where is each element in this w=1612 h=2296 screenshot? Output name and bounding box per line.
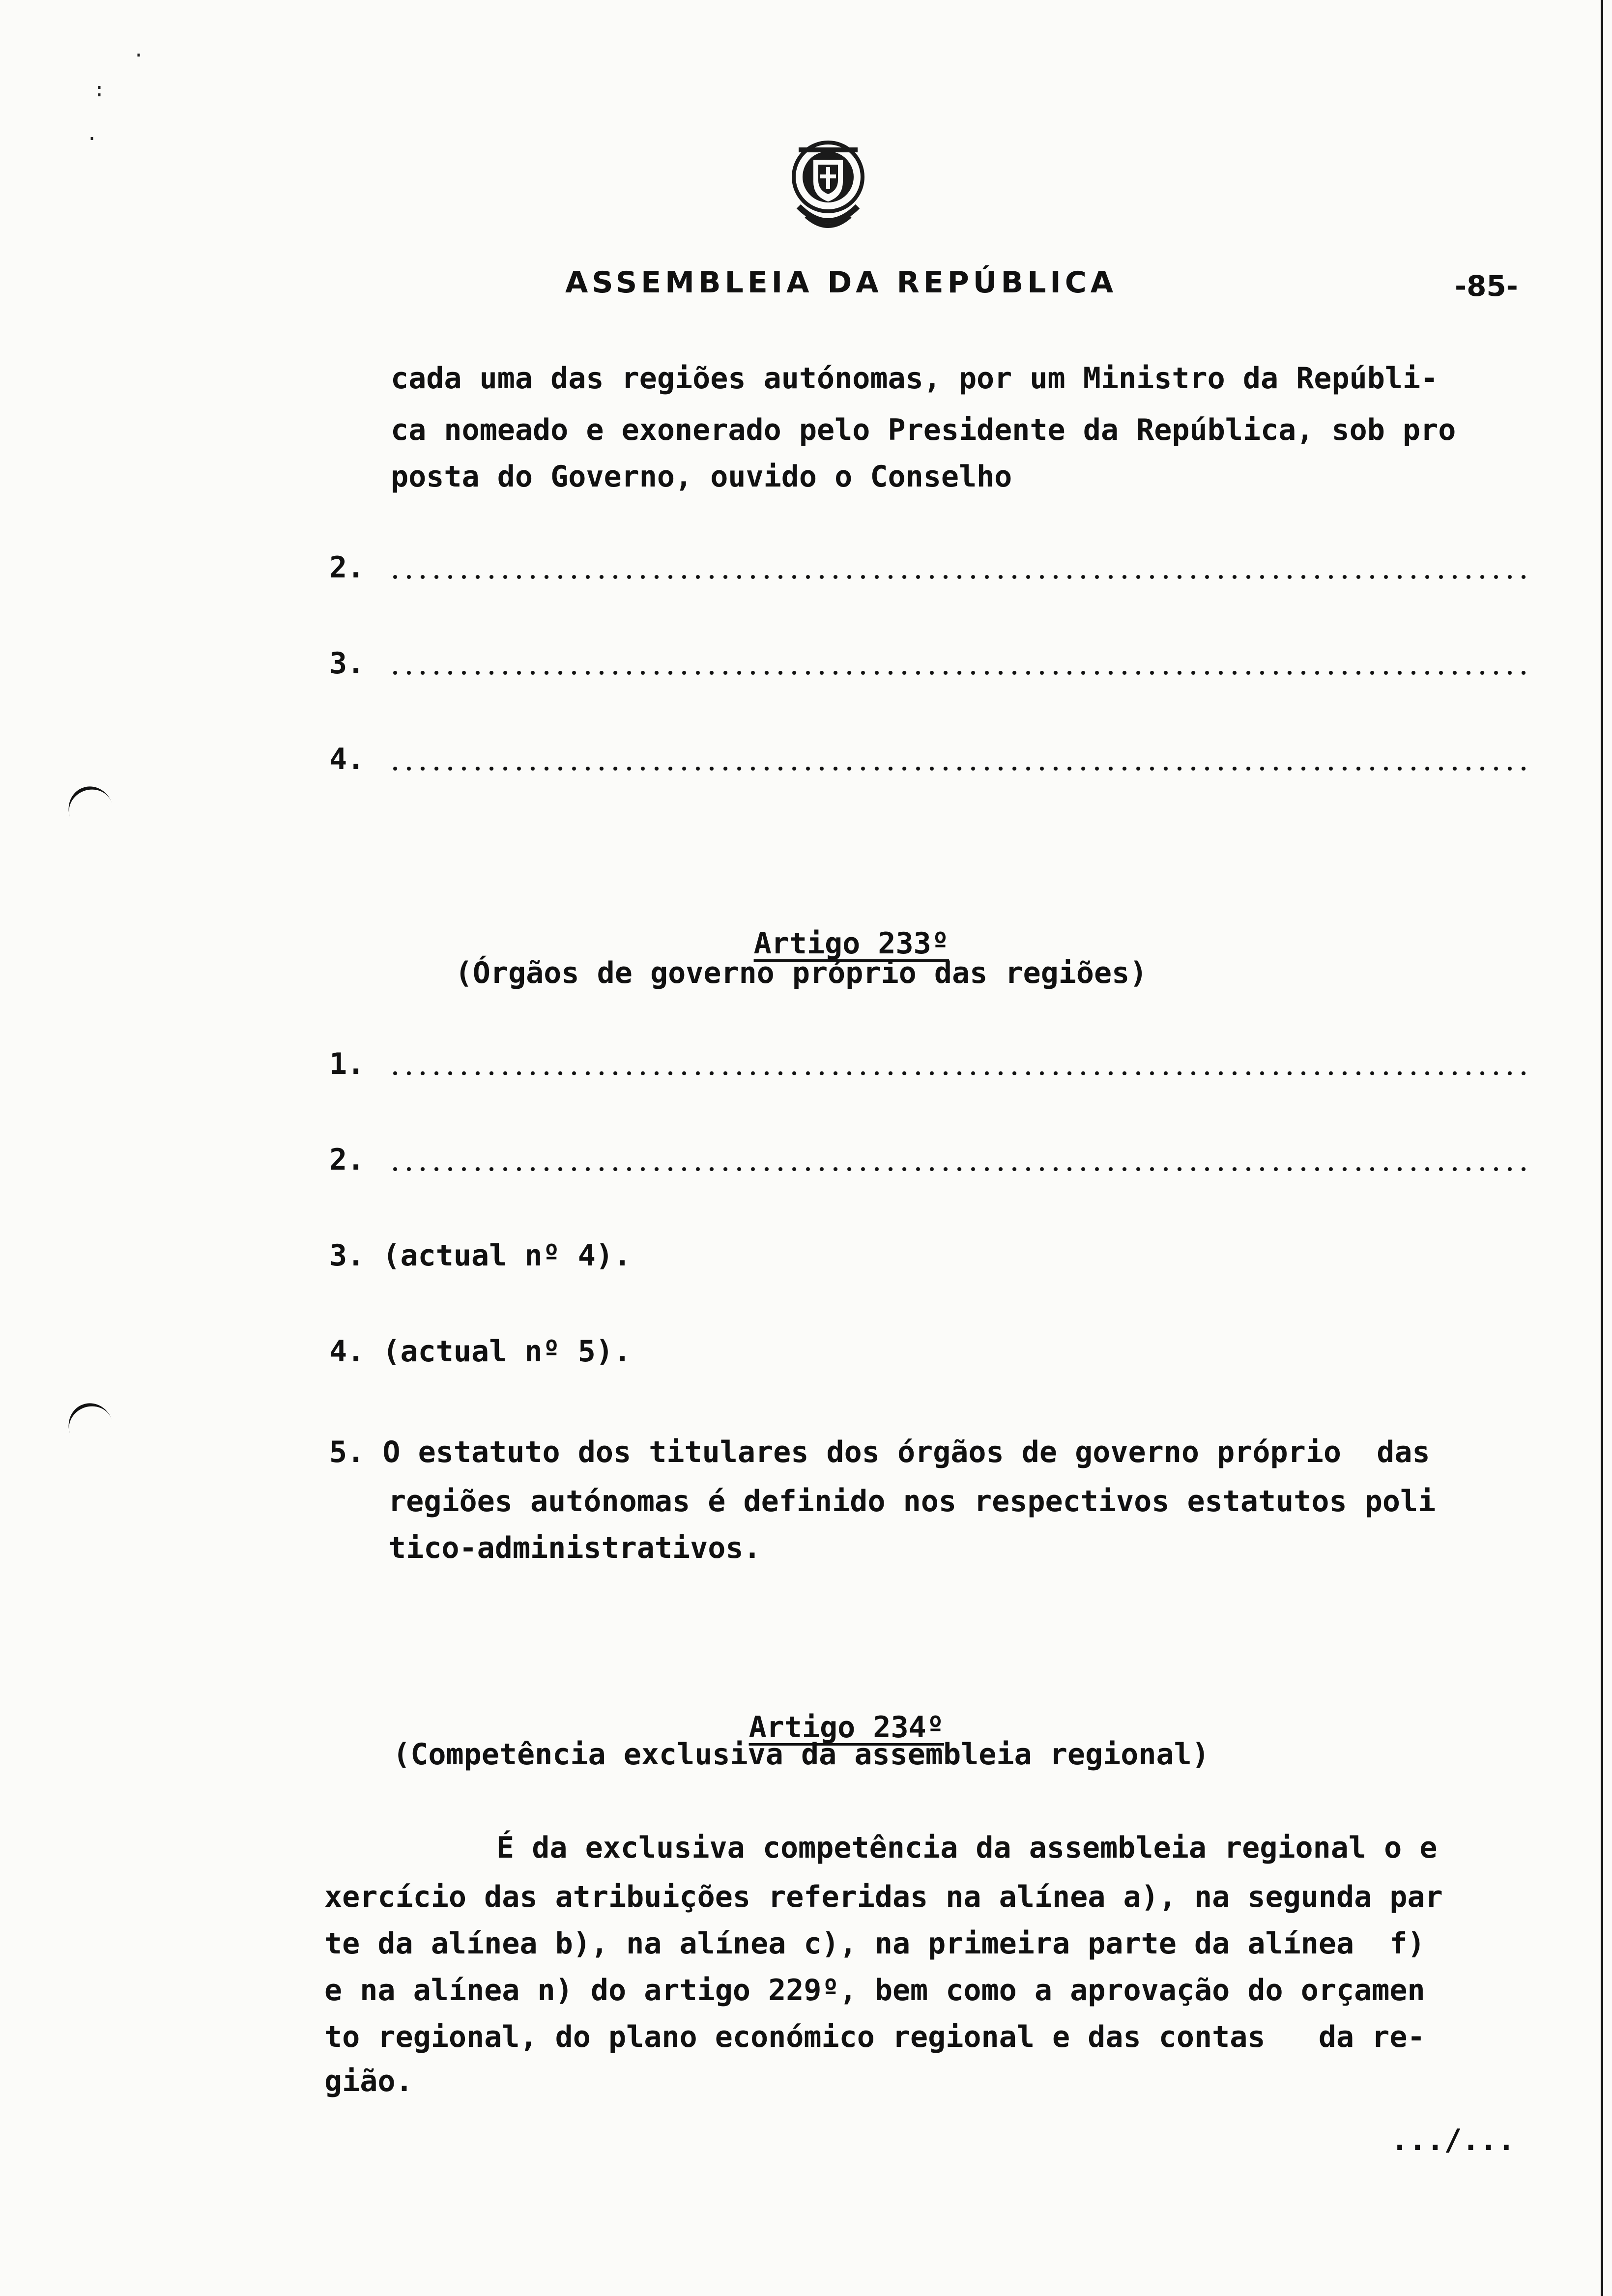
- continuation-mark: .../...: [1391, 2123, 1515, 2157]
- intro-line: cada uma das regiões autónomas, por um Ministro da Repúbli-: [391, 361, 1439, 396]
- intro-line: ca nomeado e exonerado pelo Presidente da República, sob pro: [391, 413, 1456, 447]
- header-institution: ASSEMBLEIA DA REPÚBLICA: [565, 265, 1118, 300]
- paragraph-line: e na alínea n) do artigo 229º, bem como a aprovação do orçamen: [324, 1973, 1425, 2008]
- dot-leader: [388, 1167, 1528, 1171]
- dot-leader: [388, 1071, 1528, 1075]
- list-item: [329, 646, 1528, 681]
- item-number: 1.: [329, 1047, 365, 1081]
- article-title: Artigo 234º: [748, 1710, 944, 1745]
- item-number: 3.: [329, 646, 365, 681]
- scan-speck: ·: [86, 128, 98, 150]
- paragraph-line: gião.: [324, 2064, 413, 2098]
- paragraph-line: É da exclusiva competência da assembleia regional o e: [496, 1831, 1438, 1865]
- list-item: 4. (actual nº 5).: [329, 1334, 632, 1369]
- page-edge-line: [1601, 0, 1603, 2296]
- paragraph-line: xercício das atribuições referidas na alínea a), na segunda par: [324, 1880, 1443, 1914]
- item-number: 2.: [329, 550, 365, 585]
- scan-speck: ·: [133, 44, 145, 67]
- punch-hole-mark: [62, 1397, 120, 1457]
- intro-line: posta do Governo, ouvido o Conselho: [391, 459, 1012, 494]
- dot-leader: [388, 575, 1528, 579]
- item-number: 4.: [329, 742, 365, 776]
- item-number: 2.: [329, 1143, 365, 1177]
- list-item: 3. (actual nº 4).: [329, 1238, 632, 1273]
- paragraph-line: tico-administrativos.: [388, 1531, 761, 1565]
- paragraph-line: to regional, do plano económico regional e das contas da re-: [324, 2020, 1425, 2054]
- paragraph-line: 5. O estatuto dos titulares dos órgãos de governo próprio das: [329, 1435, 1430, 1469]
- article-subtitle: (Órgãos de governo próprio das regiões): [455, 956, 1148, 990]
- scan-speck: :: [93, 79, 106, 101]
- list-item: [329, 742, 1528, 776]
- dot-leader: [388, 767, 1528, 771]
- list-item: [329, 1143, 1528, 1177]
- punch-hole-mark: [62, 780, 120, 840]
- coat-of-arms-icon: [779, 133, 877, 246]
- list-item: [329, 1047, 1528, 1081]
- paragraph-line: te da alínea b), na alínea c), na primeira parte da alínea f): [324, 1926, 1425, 1961]
- page-number: -85-: [1455, 269, 1518, 303]
- article-title: Artigo 233º: [753, 926, 949, 961]
- paragraph-line: regiões autónomas é definido nos respectivos estatutos poli: [388, 1484, 1436, 1519]
- list-item: [329, 550, 1528, 585]
- article-subtitle: (Competência exclusiva da assembleia regional): [393, 1737, 1209, 1772]
- dot-leader: [388, 671, 1528, 675]
